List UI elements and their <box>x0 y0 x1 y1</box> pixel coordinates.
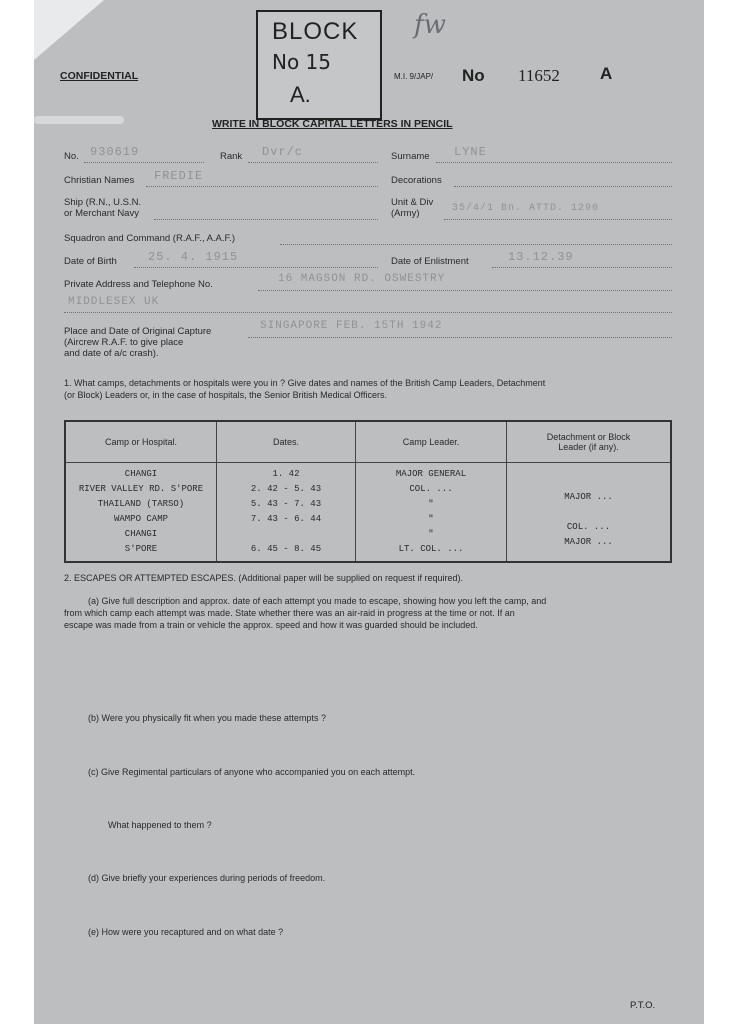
q2-title: 2. ESCAPES OR ATTEMPTED ESCAPES. (Additional paper will be supplied on request if required). <box>64 573 464 583</box>
address-label: Private Address and Telephone No. <box>64 279 213 290</box>
col-dates-header: Dates. <box>217 421 356 463</box>
q1-line-2: (or Block) Leaders or, in the case of hospitals, the Senior British Medical Officers. <box>64 390 387 400</box>
block-label: BLOCK <box>272 18 359 45</box>
q2d: (d) Give briefly your experiences during periods of freedom. <box>88 873 326 883</box>
dob-value: 25. 4. 1915 <box>148 250 239 264</box>
block-letter: A. <box>290 82 311 107</box>
pto-label: P.T.O. <box>630 1000 656 1011</box>
no-label: No <box>462 66 485 85</box>
col-camp-header: Camp or Hospital. <box>65 421 217 463</box>
ship-label-1: Ship (R.N., U.S.N. <box>64 197 142 208</box>
q2a-line-2: from which camp each attempt was made. State whether there was an air-raid in progress at the time or not. If an <box>64 608 515 618</box>
unit-label-2: (Army) <box>391 208 420 219</box>
form-number: 11652 <box>518 66 560 85</box>
squadron-label: Squadron and Command (R.A.F., A.A.F.) <box>64 233 236 244</box>
form-sheet <box>34 0 704 1024</box>
leader-cell: MAJOR GENERAL COL. ... " " " LT. COL. ... <box>356 463 507 563</box>
form-suffix: A <box>600 64 613 83</box>
decorations-label: Decorations <box>391 175 442 186</box>
unit-value: 35/4/1 Bn. ATTD. 1290 <box>452 203 600 214</box>
col-detachment-header: Detachment or Block Leader (if any). <box>507 421 672 463</box>
block-number: No 15 <box>272 50 332 74</box>
detachment-cell: MAJOR ... COL. ... MAJOR ... <box>507 463 672 563</box>
confidential-label: CONFIDENTIAL <box>60 70 139 82</box>
enlistment-label: Date of Enlistment <box>391 256 469 267</box>
table-row <box>65 463 671 563</box>
address-value-2: MIDDLESEX UK <box>68 296 160 308</box>
address-value-1: 16 MAGSON RD. OSWESTRY <box>278 273 446 285</box>
instruction-heading: WRITE IN BLOCK CAPITAL LETTERS IN PENCIL <box>212 118 453 130</box>
q1-line-1: 1. What camps, detachments or hospitals were you in ? Give dates and names of the British Camp Leaders, Detachment <box>64 378 546 388</box>
ship-label-2: or Merchant Navy <box>64 208 139 219</box>
no-field-label: No. <box>64 151 79 162</box>
enlistment-value: 13.12.39 <box>508 250 574 264</box>
col-leader-header: Camp Leader. <box>356 421 507 463</box>
dob-label: Date of Birth <box>64 256 117 267</box>
q2a-line-1: (a) Give full description and approx. date of each attempt you made to escape, showing how you left the camp, and <box>88 596 547 606</box>
handwritten-initials: fw <box>414 10 446 40</box>
capture-label-3: and date of a/c crash). <box>64 348 159 359</box>
q2a-line-3: escape was made from a train or vehicle the approx. speed and how it was guarded should be included. <box>64 620 478 630</box>
christian-names-value: FREDIE <box>154 169 204 183</box>
table-header-row <box>65 421 671 463</box>
ref-label: M.I. 9/JAP/ <box>394 72 434 81</box>
block-stamp <box>256 10 382 120</box>
no-field-value: 930619 <box>90 145 140 159</box>
capture-label-1: Place and Date of Original Capture <box>64 326 212 337</box>
camps-table <box>64 420 672 563</box>
rank-value: Dvr/c <box>262 145 304 159</box>
q2e: (e) How were you recaptured and on what date ? <box>88 927 284 937</box>
q2c-followup: What happened to them ? <box>108 820 212 830</box>
folded-corner <box>34 0 104 60</box>
surname-label: Surname <box>391 151 430 162</box>
dates-cell: 1. 42 2. 42 - 5. 43 5. 43 - 7. 43 7. 43 - 6. 44 6. 45 - 8. 45 <box>217 463 356 563</box>
capture-value: SINGAPORE FEB. 15TH 1942 <box>260 320 443 332</box>
q2c: (c) Give Regimental particulars of anyone who accompanied you on each attempt. <box>88 767 416 777</box>
capture-label-2: (Aircrew R.A.F. to give place <box>64 337 184 348</box>
camp-cell: CHANGI RIVER VALLEY RD. S'PORE THAILAND (TARSO) WAMPO CAMP CHANGI S'PORE <box>65 463 217 563</box>
surname-value: LYNE <box>454 145 487 159</box>
unit-label-1: Unit & Div <box>391 197 434 208</box>
christian-names-label: Christian Names <box>64 175 135 186</box>
paper-clip-mark <box>34 116 124 124</box>
q2b: (b) Were you physically fit when you made these attempts ? <box>88 713 326 723</box>
rank-label: Rank <box>220 151 243 162</box>
